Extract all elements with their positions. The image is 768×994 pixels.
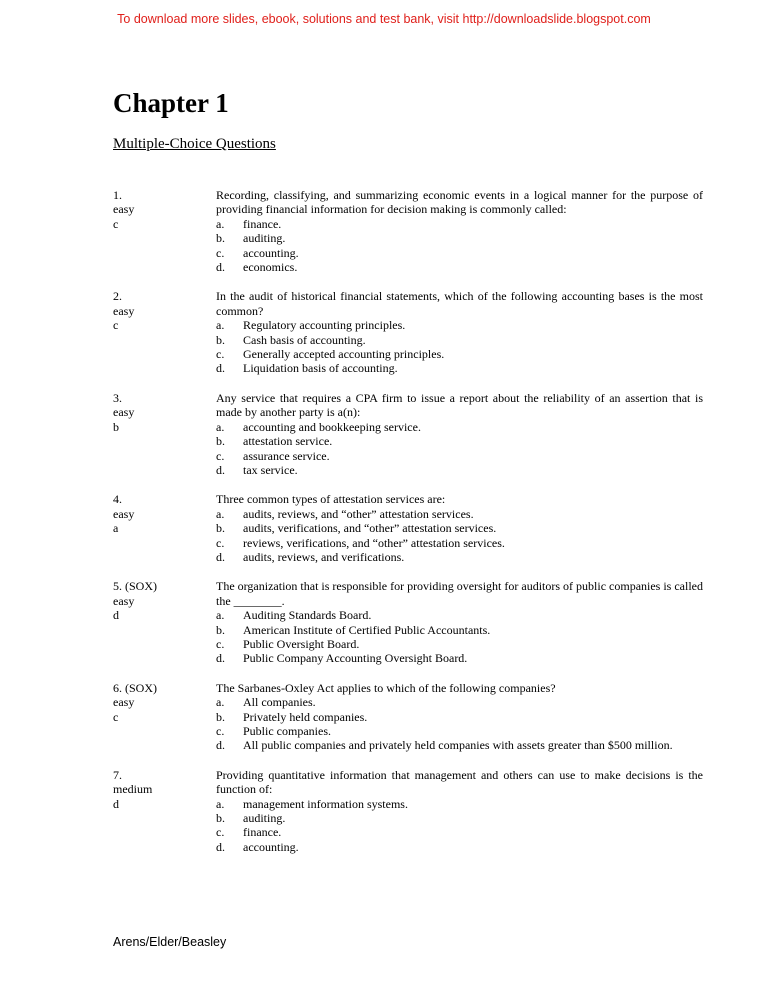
answer-option	[216, 463, 703, 477]
answer-option	[216, 420, 703, 434]
answer-option	[216, 710, 703, 724]
answer-option	[216, 536, 703, 550]
option-text: Public Company Accounting Oversight Board.	[243, 651, 468, 666]
option-text: reviews, verifications, and “other” attestation services.	[243, 535, 505, 550]
option-text: audits, reviews, and “other” attestation services.	[243, 506, 474, 521]
option-text: Cash basis of accounting.	[243, 332, 366, 347]
option-text: finance.	[243, 825, 282, 840]
option-letter: d.	[216, 549, 225, 564]
option-text: Liquidation basis of accounting.	[243, 361, 398, 376]
question-meta	[113, 681, 216, 753]
answer-option	[216, 246, 703, 260]
question-item	[113, 768, 703, 854]
option-text: attestation service.	[243, 434, 333, 449]
option-letter: a.	[216, 419, 225, 434]
question-body	[216, 681, 703, 753]
question-list	[113, 188, 703, 869]
question-meta	[113, 492, 216, 564]
option-text: management information systems.	[243, 796, 408, 811]
option-letter: a.	[216, 796, 225, 811]
question-answer: c	[113, 709, 119, 724]
answer-option	[216, 608, 703, 622]
question-meta	[113, 289, 216, 375]
option-letter: d.	[216, 738, 225, 753]
question-number: 3.	[113, 390, 122, 405]
option-letter: c.	[216, 535, 225, 550]
option-letter: c.	[216, 825, 225, 840]
question-stem: Providing quantitative information that management and others can use to make decisions is the function of:	[216, 767, 703, 797]
answer-option	[216, 347, 703, 361]
question-item	[113, 391, 703, 477]
answer-option	[216, 695, 703, 709]
question-answer: d	[113, 796, 119, 811]
question-body	[216, 579, 703, 665]
option-text: accounting and bookkeeping service.	[243, 419, 421, 434]
option-text: Public companies.	[243, 724, 331, 738]
option-letter: b.	[216, 231, 225, 246]
answer-option	[216, 724, 703, 738]
option-letter: b.	[216, 622, 225, 637]
option-text: accounting.	[243, 839, 299, 854]
answer-option	[216, 840, 703, 854]
option-letter: a.	[216, 608, 225, 623]
option-letter: d.	[216, 462, 225, 477]
question-stem: The Sarbanes-Oxley Act applies to which of the following companies?	[216, 680, 556, 695]
question-number: 1.	[113, 188, 122, 202]
question-difficulty: easy	[113, 506, 135, 521]
option-letter: a.	[216, 216, 225, 231]
question-answer: d	[113, 608, 119, 623]
download-banner[interactable]: To download more slides, ebook, solutions and test bank, visit http://downloadslide.blogspot.com	[117, 12, 651, 26]
option-letter: a.	[216, 318, 225, 333]
answer-option	[216, 449, 703, 463]
question-answer: a	[113, 521, 119, 536]
option-letter: b.	[216, 709, 225, 724]
option-text: Regulatory accounting principles.	[243, 318, 406, 333]
answer-option	[216, 825, 703, 839]
option-letter: d.	[216, 361, 225, 376]
question-item	[113, 492, 703, 564]
question-item	[113, 289, 703, 375]
answer-option	[216, 333, 703, 347]
question-answer: c	[113, 318, 119, 333]
answer-option	[216, 738, 703, 752]
option-letter: c.	[216, 636, 225, 651]
answer-option	[216, 797, 703, 811]
option-text: assurance service.	[243, 448, 330, 463]
answer-option	[216, 550, 703, 564]
question-stem: In the audit of historical financial statements, which of the following accounting bases is the most common?	[216, 289, 703, 318]
question-body	[216, 289, 703, 375]
option-text: accounting.	[243, 245, 299, 260]
question-answer: b	[113, 419, 119, 434]
answer-option	[216, 361, 703, 375]
option-text: tax service.	[243, 462, 298, 477]
question-meta	[113, 579, 216, 665]
question-body	[216, 492, 703, 564]
question-meta	[113, 391, 216, 477]
question-body	[216, 391, 703, 477]
option-letter: b.	[216, 521, 225, 536]
option-text: Generally accepted accounting principles.	[243, 347, 445, 362]
question-stem: Recording, classifying, and summarizing economic events in a logical manner for the purpose of providing financial information for decision making is commonly called:	[216, 188, 703, 217]
question-difficulty: medium	[113, 782, 153, 797]
option-text: Privately held companies.	[243, 709, 368, 724]
question-number: 6. (SOX)	[113, 680, 157, 695]
option-letter: d.	[216, 260, 225, 275]
question-difficulty: easy	[113, 202, 135, 217]
question-difficulty: easy	[113, 593, 135, 608]
question-meta	[113, 188, 216, 274]
option-text: All companies.	[243, 695, 316, 710]
answer-option	[216, 434, 703, 448]
question-body	[216, 768, 703, 854]
answer-option	[216, 507, 703, 521]
question-answer: c	[113, 216, 119, 231]
option-text: finance.	[243, 216, 282, 231]
option-letter: c.	[216, 724, 225, 738]
answer-option	[216, 260, 703, 274]
answer-option	[216, 231, 703, 245]
option-text: economics.	[243, 260, 298, 275]
question-body	[216, 188, 703, 274]
question-number: 2.	[113, 289, 122, 304]
option-text: audits, reviews, and verifications.	[243, 549, 405, 564]
answer-option	[216, 651, 703, 665]
question-stem: Three common types of attestation services are:	[216, 492, 446, 507]
option-letter: d.	[216, 651, 225, 666]
chapter-title: Chapter 1	[113, 88, 229, 118]
question-difficulty: easy	[113, 695, 135, 710]
option-letter: b.	[216, 332, 225, 347]
question-item	[113, 188, 703, 274]
answer-option	[216, 521, 703, 535]
option-letter: b.	[216, 811, 225, 826]
section-title: Multiple-Choice Questions	[113, 136, 276, 152]
option-letter: c.	[216, 448, 225, 463]
option-text: audits, verifications, and “other” attestation services.	[243, 521, 497, 536]
question-difficulty: easy	[113, 303, 135, 318]
question-difficulty: easy	[113, 405, 135, 420]
question-stem: The organization that is responsible for providing oversight for auditors of public companies is called the ________.	[216, 579, 703, 608]
answer-option	[216, 637, 703, 651]
option-letter: a.	[216, 695, 225, 710]
option-letter: b.	[216, 434, 225, 449]
option-letter: d.	[216, 839, 225, 854]
question-number: 7.	[113, 767, 122, 782]
option-letter: c.	[216, 347, 225, 362]
answer-option	[216, 811, 703, 825]
footer-authors: Arens/Elder/Beasley	[113, 935, 227, 949]
option-text: auditing.	[243, 811, 286, 826]
answer-option	[216, 318, 703, 332]
option-letter: c.	[216, 245, 225, 260]
question-item	[113, 579, 703, 665]
answer-option	[216, 217, 703, 231]
option-text: American Institute of Certified Public Accountants.	[243, 622, 491, 637]
question-stem: Any service that requires a CPA firm to issue a report about the reliability of an assertion that is made by another party is a(n):	[216, 390, 703, 420]
question-item	[113, 681, 703, 753]
option-letter: a.	[216, 506, 225, 521]
option-text: Public Oversight Board.	[243, 636, 360, 651]
option-text: auditing.	[243, 231, 286, 246]
option-text: Auditing Standards Board.	[243, 608, 372, 623]
answer-option	[216, 623, 703, 637]
question-number: 5. (SOX)	[113, 579, 157, 594]
option-text: All public companies and privately held companies with assets greater than $500 million.	[243, 738, 673, 753]
question-meta	[113, 768, 216, 854]
question-number: 4.	[113, 492, 122, 507]
